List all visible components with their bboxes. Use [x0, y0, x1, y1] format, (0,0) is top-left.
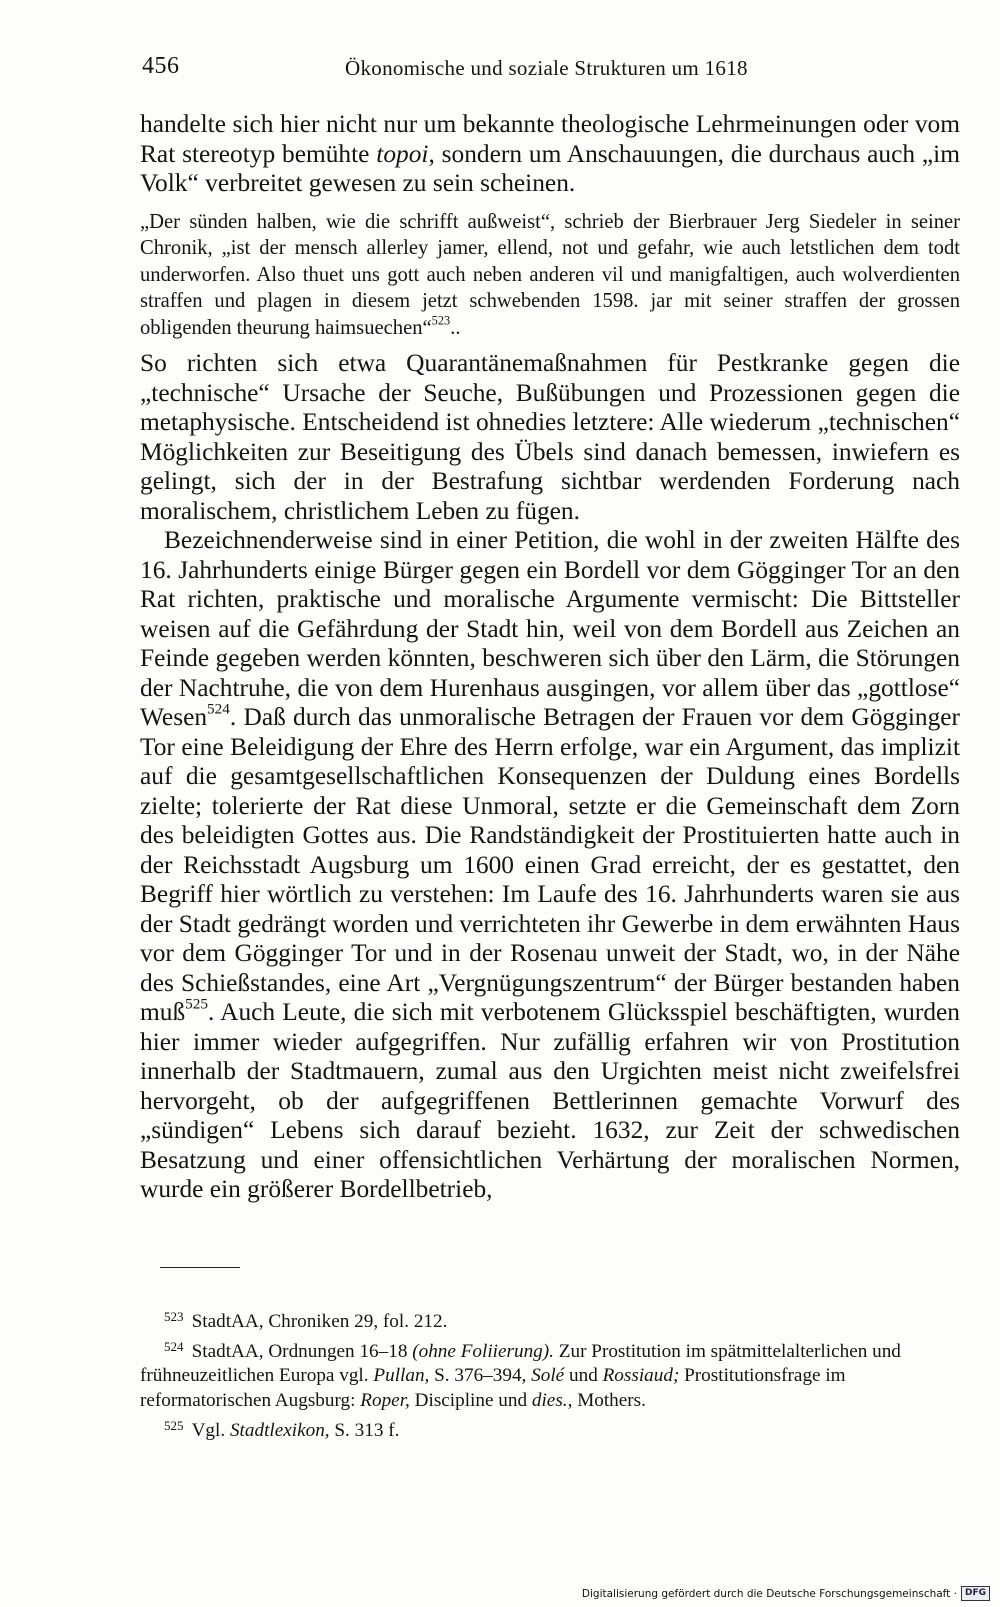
- digitization-credit: [582, 1586, 990, 1601]
- footnotes: [140, 1305, 960, 1444]
- footnote-ref-523: 523: [431, 313, 451, 328]
- paragraph-bordell: Bezeichnenderweise sind in einer Petition, die wohl in der zweiten Hälfte des 16. Jahrhunderts einige Bürger gegen ein Bordell vor dem Gögginger Tor an den Rat richten, praktische und moralische Argumente vermischt: Die Bittsteller weisen auf die Gefährdung der Stadt hin, weil von dem Bordell aus Zeichen an Feinde gegeben werden könnten, beschweren sich über den Lärm, die Störungen der Nachtruhe, die von dem Hurenhaus ausgingen, vor allem über das „gottlose“ Wesen$^{524}$. Daß durch das unmoralische Betragen der Frauen vor dem Gögginger Tor eine Beleidigung der Ehre des Herrn erfolge, war ein Argument, das implizit auf die gesamtgesellschaftlichen Konsequenzen der Duldung eines Bordells zielte; tolerierte der Rat diese Unmoral, setzte er die Gemeinschaft dem Zorn des beleidigten Gottes aus. Die Randständigkeit der Prostituierten hatte auch in der Reichsstadt Augsburg um 1600 einen Grad erreicht, der es gestattet, den Begriff hier wörtlich zu verstehen: Im Laufe des 16. Jahrhunderts waren sie aus der Stadt gedrängt worden und verrichteten ihr Gewerbe in dem erwähnten Haus vor dem Gögginger Tor und in der Rosenau unweit der Stadt, wo, in der Nähe des Schießstandes, eine Art „Vergnügungszentrum“ der Bürger bestanden haben muß$^{525}$. Auch Leute, die sich mit verbotenem Glücksspiel beschäftigten, wurden hier immer wieder aufgegriffen. Nur zufällig erfahren wir von Prostitution innerhalb der Stadtmauern, zumal aus den Urgichten meist nicht zweifelsfrei hervorgeht, ob der aufgegriffenen Bettlerinnen gemachte Vorwurf des „sündigen“ Lebens sich darauf bezieht. 1632, zur Zeit der schwedischen Besatzung und einer offensichtlichen Verhärtung der moralischen Normen, wurde ein größerer Bordellbetrieb,: [140, 526, 960, 1203]
- dfg-logo-icon: DFG: [961, 1586, 990, 1601]
- footnote-ref-525: 525: [185, 995, 208, 1013]
- footnote-525: $^{525}$ Vgl. Stadtlexikon, S. 313 f.: [164, 1417, 400, 1441]
- emphasis-topoi: topoi: [376, 139, 429, 168]
- credit-text: Digitalisierung gefördert durch die Deutsche Forschungsgemeinschaft ·: [581, 1587, 957, 1600]
- main-text: [140, 110, 960, 1205]
- page-number: 456: [142, 53, 180, 79]
- block-quote: „Der sünden halben, wie die schrifft außweist“, schrieb der Bierbrauer Jerg Siedeler in seiner Chronik, „ist der mensch allerley jamer, ellend, not und gefahr, wie auch letstlichen dem todt underworfen. Also thuet uns gott auch neben anderen vil und manigfaltigen, auch wolverdienten straffen und plagen in diesem jetzt schwebenden 1598. jar mit seiner straffen der grossen obligenden theurung haimsuechen“$^{523}$..: [140, 210, 960, 339]
- footnote-divider: [160, 1267, 240, 1268]
- paragraph-quarantine: So richten sich etwa Quarantänemaßnahmen für Pestkranke gegen die „technische“ Ursache der Seuche, Bußübungen und Prozessionen gegen die metaphysische. Entscheidend ist ohnedies letztere: Alle wiederum „technischen“ Möglichkeiten zur Beseitigung des Übels sind danach bemessen, inwiefern es gelingt, sich der in der Bestrafung sichtbar werdenden Forderung nach moralischem, christlichem Leben zu fügen.: [140, 349, 960, 525]
- footnote-ref-524: 524: [207, 700, 230, 718]
- paragraph-continued: handelte sich hier nicht nur um bekannte theologische Lehrmeinungen oder vom Rat stereotyp bemühte topoi, sondern um Anschauungen, die durchaus auch „im Volk“ verbreitet gewesen zu sein scheinen.: [140, 110, 960, 197]
- running-title: Ökonomische und soziale Strukturen um 1618: [345, 56, 748, 80]
- footnote-524: $^{524}$ StadtAA, Ordnungen 16–18 (ohne Foliierung). Zur Prostitution im spätmittelalterlichen und frühneuzeitlichen Europa vgl. Pullan, S. 376–394, Solé und Rossiaud; Prostitutionsfrage im reformatorischen Augsburg: Roper, Discipline und dies., Mothers.: [140, 1338, 901, 1412]
- footnote-523: $^{523}$ StadtAA, Chroniken 29, fol. 212.: [164, 1309, 448, 1332]
- page-header: [140, 53, 960, 87]
